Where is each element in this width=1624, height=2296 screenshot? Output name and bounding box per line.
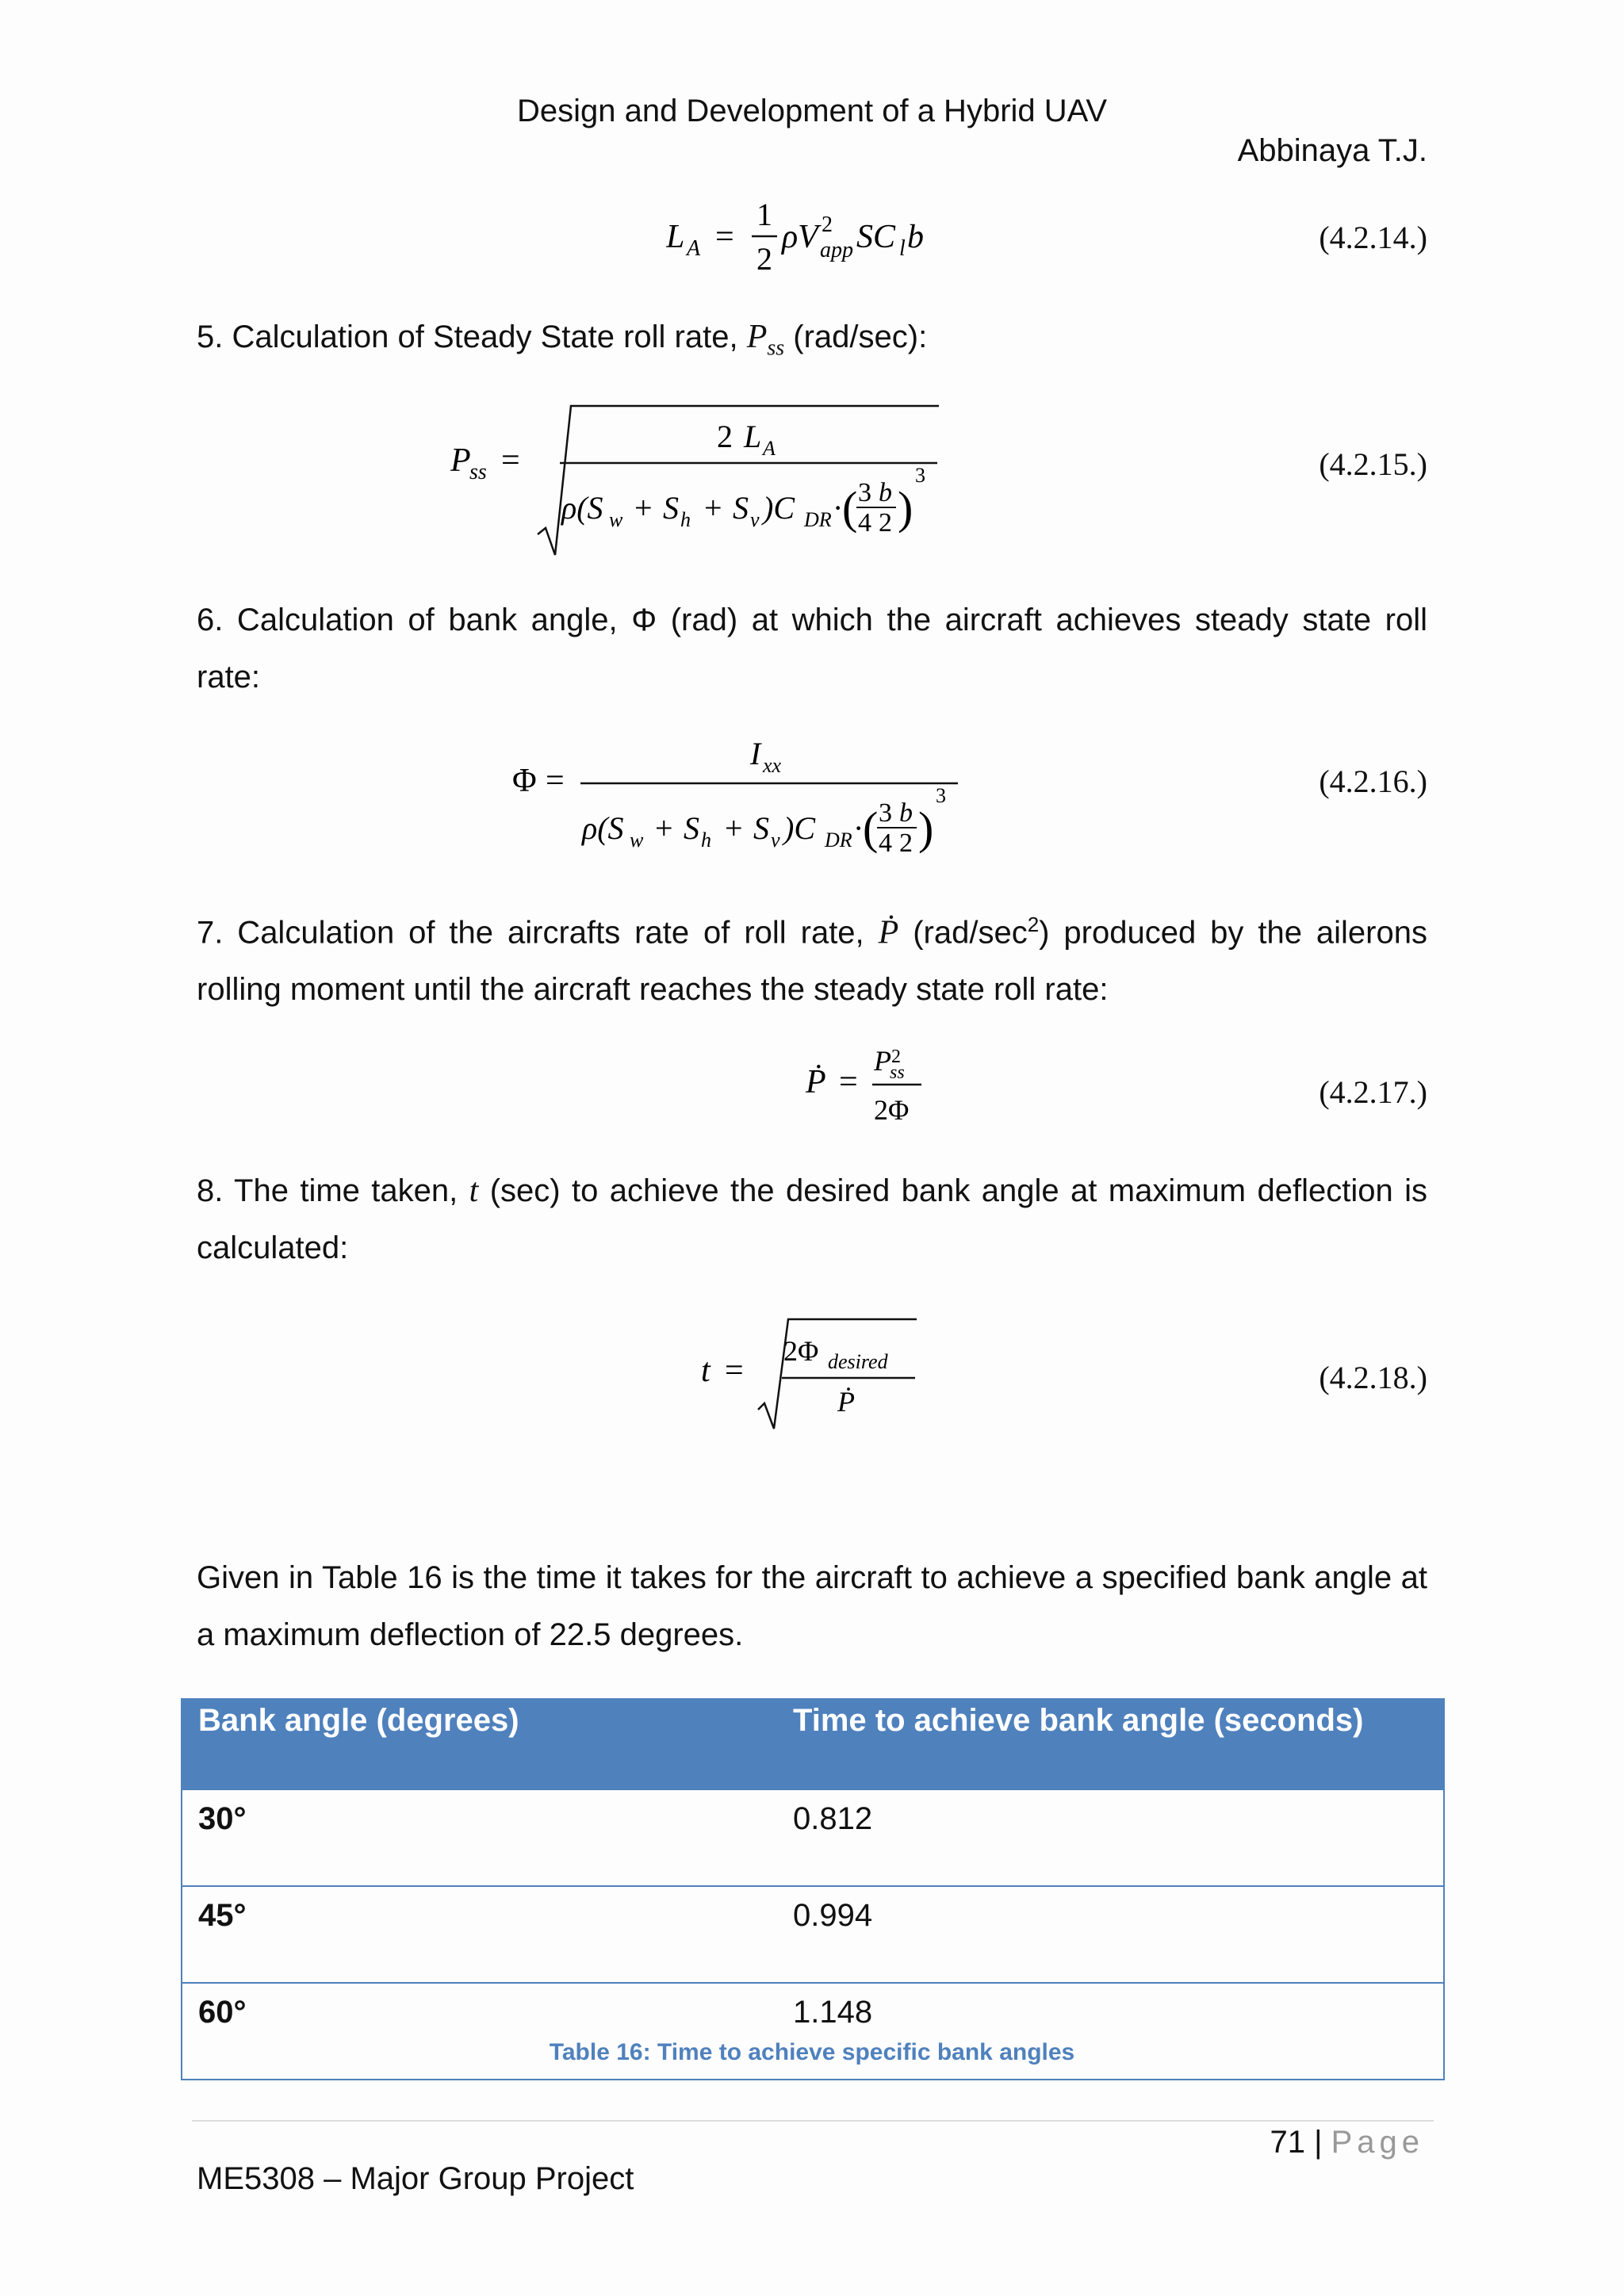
t-symbol: t xyxy=(469,1173,479,1209)
svg-text:b: b xyxy=(899,798,913,828)
equation-4-2-14 xyxy=(666,190,936,285)
svg-text:=: = xyxy=(839,1064,858,1100)
svg-text:Φ: Φ xyxy=(512,763,537,799)
svg-text:h: h xyxy=(701,828,711,851)
svg-text:l: l xyxy=(899,236,906,261)
running-header-author: Abbinaya T.J. xyxy=(1237,133,1427,168)
pdot-symbol: Ṗ xyxy=(878,914,899,951)
svg-text:3: 3 xyxy=(915,464,925,487)
table-row xyxy=(182,1886,1444,1983)
svg-text:A: A xyxy=(763,437,776,460)
equation-4-2-18 xyxy=(698,1314,920,1433)
svg-text:)C: )C xyxy=(763,490,795,526)
svg-text:DR: DR xyxy=(804,508,832,531)
paragraph-5-unit: (rad/sec): xyxy=(784,320,928,354)
paragraph-7-unit: (rad/sec xyxy=(898,915,1028,951)
svg-text:desired: desired xyxy=(828,1350,888,1373)
svg-text:+: + xyxy=(704,490,722,526)
paragraph-given: Given in Table 16 is the time it takes for the aircraft to achieve a specified bank angle at a maximum deflection of 22.5 degrees. xyxy=(197,1560,1427,1652)
equation-4-2-15 xyxy=(450,400,942,566)
svg-text:t: t xyxy=(701,1353,710,1389)
svg-text:S: S xyxy=(753,810,769,846)
svg-text:2: 2 xyxy=(891,1047,901,1067)
equation-number: (4.2.18.) xyxy=(1319,1360,1427,1395)
svg-text:+: + xyxy=(655,810,673,846)
svg-text:+: + xyxy=(634,490,653,526)
paragraph-7-unit-exponent: 2 xyxy=(1027,913,1040,936)
svg-text:): ) xyxy=(898,482,914,534)
svg-text:ss: ss xyxy=(469,460,487,484)
svg-text:(: ( xyxy=(842,482,858,534)
svg-text:w: w xyxy=(609,508,623,531)
svg-text:xx: xx xyxy=(763,754,782,777)
pss-symbol: $P_{ss}$ xyxy=(746,319,785,361)
cell-time: 0.994 xyxy=(777,1886,1444,1983)
paragraph-8 xyxy=(197,1162,1427,1276)
svg-text:w: w xyxy=(630,828,644,851)
svg-text:3: 3 xyxy=(936,784,946,807)
table-row xyxy=(182,1789,1444,1886)
column-header-time: Time to achieve bank angle (seconds) xyxy=(777,1699,1444,1789)
svg-text:I: I xyxy=(750,737,761,771)
svg-text:SC: SC xyxy=(856,219,896,255)
equation-number: (4.2.15.) xyxy=(1319,446,1427,482)
svg-text:L: L xyxy=(744,419,762,454)
svg-text:DR: DR xyxy=(825,828,852,851)
table-header-row xyxy=(182,1699,1444,1789)
svg-text:2: 2 xyxy=(756,241,772,277)
svg-text:Ṗ: Ṗ xyxy=(806,1064,826,1100)
paragraph-8-text-end: (sec) to achieve the desired bank angle at maximum deflection is calculated: xyxy=(197,1173,1428,1265)
bank-angle-table xyxy=(181,1698,1445,2080)
equation-number: (4.2.14.) xyxy=(1319,220,1427,255)
svg-text:3: 3 xyxy=(879,798,892,828)
page-number-separator: | xyxy=(1304,2125,1331,2160)
svg-text:2: 2 xyxy=(879,508,892,538)
footer-course: ME5308 – Major Group Project xyxy=(197,2161,634,2196)
svg-text:4: 4 xyxy=(858,508,871,538)
svg-text:app: app xyxy=(820,238,853,262)
equation-number: (4.2.17.) xyxy=(1319,1074,1427,1110)
svg-text:ss: ss xyxy=(890,1062,905,1083)
svg-text:): ) xyxy=(918,802,934,854)
svg-text:S: S xyxy=(684,810,699,846)
svg-text:4: 4 xyxy=(879,828,892,858)
equation-number: (4.2.16.) xyxy=(1319,763,1427,799)
paragraph-8-text: 8. The time taken, xyxy=(197,1173,469,1208)
paragraph-6: 6. Calculation of bank angle, Φ (rad) at which the aircraft achieves steady state roll rate: xyxy=(197,603,1427,695)
column-header-bank-angle: Bank angle (degrees) xyxy=(182,1699,777,1789)
svg-text:=: = xyxy=(715,219,734,255)
svg-text:ρV: ρV xyxy=(782,219,818,255)
paragraph-5-text: 5. Calculation of Steady State roll rate, xyxy=(197,320,747,354)
svg-text:b: b xyxy=(879,478,892,507)
svg-text:2: 2 xyxy=(899,828,913,858)
svg-text:+: + xyxy=(725,810,743,846)
cell-bank-angle: 45° xyxy=(182,1886,777,1983)
paragraph-7 xyxy=(197,896,1427,1018)
paragraph-7-text-end: ) produced by the ailerons rolling moment until the aircraft reaches the steady state roll rate: xyxy=(197,915,1427,1008)
svg-text:=: = xyxy=(501,442,520,479)
page-word: Page xyxy=(1331,2125,1424,2160)
svg-text:ρ(S: ρ(S xyxy=(561,490,603,526)
svg-text:)C: )C xyxy=(783,810,815,846)
svg-text:2: 2 xyxy=(717,419,733,454)
svg-text:3: 3 xyxy=(858,478,871,507)
svg-text:2: 2 xyxy=(822,212,833,237)
paragraph-7-text: 7. Calculation of the aircrafts rate of roll rate, xyxy=(197,915,879,951)
svg-text:v: v xyxy=(771,828,780,851)
svg-text:2Φ: 2Φ xyxy=(874,1094,910,1126)
cell-bank-angle: 30° xyxy=(182,1789,777,1886)
svg-text:=: = xyxy=(546,763,565,799)
svg-text:P: P xyxy=(450,442,471,479)
svg-text:A: A xyxy=(687,236,701,261)
equation-4-2-16 xyxy=(508,737,967,864)
svg-text:(: ( xyxy=(863,802,879,854)
svg-text:b: b xyxy=(907,219,924,255)
svg-text:L: L xyxy=(666,219,685,255)
svg-text:ρ(S: ρ(S xyxy=(582,810,624,846)
cell-time: 0.812 xyxy=(777,1789,1444,1886)
svg-text:2Φ: 2Φ xyxy=(783,1335,819,1367)
svg-text:S: S xyxy=(733,490,749,526)
cell-bank-angle: 60° xyxy=(182,1983,777,2080)
table-caption: Table 16: Time to achieve specific bank angles xyxy=(549,2039,1075,2065)
svg-text:P: P xyxy=(874,1045,891,1077)
equation-4-2-17 xyxy=(801,1043,944,1131)
svg-text:Ṗ: Ṗ xyxy=(837,1386,855,1418)
footer-divider xyxy=(192,2120,1434,2122)
cell-time: 1.148 xyxy=(777,1983,1444,2080)
page-number-value: 71 xyxy=(1270,2125,1305,2160)
svg-text:S: S xyxy=(663,490,679,526)
svg-text:1: 1 xyxy=(756,197,772,232)
svg-text:v: v xyxy=(750,508,760,531)
svg-text:·: · xyxy=(833,490,844,526)
svg-text:=: = xyxy=(725,1353,744,1389)
running-header-title: Design and Development of a Hybrid UAV xyxy=(516,94,1108,128)
paragraph-5 xyxy=(197,308,1427,377)
svg-text:h: h xyxy=(680,508,691,531)
svg-text:·: · xyxy=(853,810,864,846)
page-number xyxy=(1270,2125,1424,2160)
